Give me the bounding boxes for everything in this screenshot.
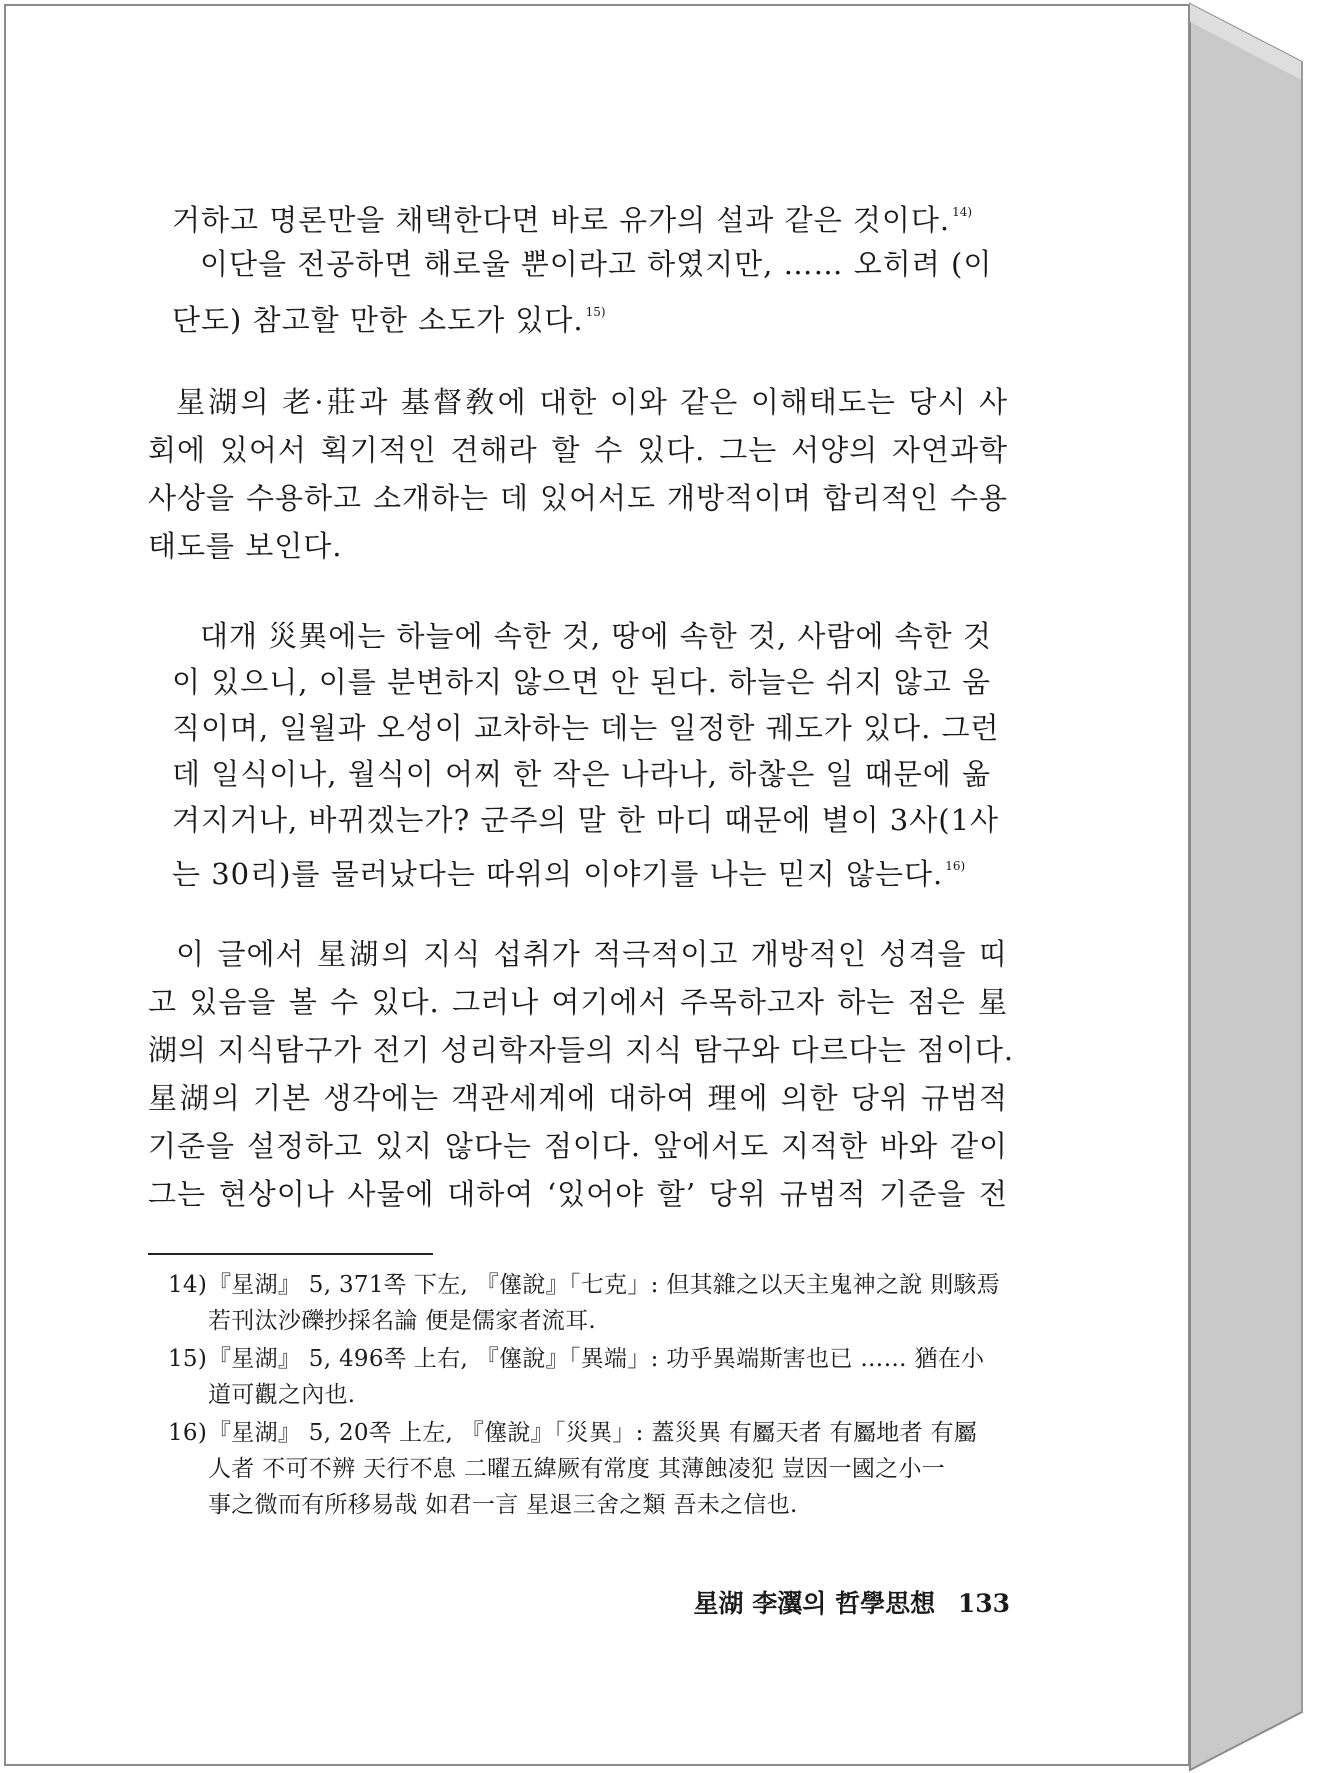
quote2-line-6-text: 는 30리)를 물러났다는 따위의 이야기를 나는 믿지 않는다. [172,857,944,891]
footnote-14-line-2: 若刊汰沙礫抄採名論 便是儒家者流耳. [208,1308,597,1334]
quote2-line-3: 직이며, 일월과 오성이 교차하는 데는 일정한 궤도가 있다. 그런 [172,711,1000,745]
quote1-line-1 [172,194,972,238]
footnote-16-line-2: 人者 不可不辨 天行不息 二曜五緯厥有常度 其薄蝕凌犯 豈因一國之小一 [208,1456,946,1482]
para1-line-1: 星湖의 老·莊과 基督敎에 대한 이와 같은 이해태도는 당시 사 [176,385,1008,419]
footnote-ref-16[interactable]: 16) [945,859,966,873]
footnote-divider [148,1253,433,1255]
quote1-line-1-text: 거하고 명론만을 채택한다면 바로 유가의 설과 같은 것이다. [172,203,951,237]
running-footer [694,1588,1010,1620]
quote2-line-1: 대개 災異에는 하늘에 속한 것, 땅에 속한 것, 사람에 속한 것 [200,619,992,653]
footnote-ref-14[interactable]: 14) [952,205,973,219]
para1-line-3: 사상을 수용하고 소개하는 데 있어서도 개방적이며 합리적인 수용 [148,481,1008,515]
footnote-14-text-1: 『星湖』 5, 371쪽 下左, 『僿說』「七克」: 但其雜之以天主鬼神之說 則駭焉 [208,1272,1001,1298]
para2-line-3: 湖의 지식탐구가 전기 성리학자들의 지식 탐구와 다르다는 점이다. [148,1033,1015,1067]
footnote-16-text-1: 『星湖』 5, 20쪽 上左, 『僿說』「災異」: 蓋災異 有屬天者 有屬地者 有屬 [208,1420,978,1446]
quote2-line-2: 이 있으니, 이를 분변하지 않으면 안 된다. 하늘은 쉬지 않고 움 [172,665,991,699]
quote1-line-3-text: 단도) 참고할 만한 소도가 있다. [172,303,584,337]
para1-line-4: 태도를 보인다. [148,529,343,563]
para2-line-2: 고 있음을 볼 수 있다. 그러나 여기에서 주목하고자 하는 점은 星 [148,985,1008,1019]
footnote-14-number: 14) [168,1272,208,1298]
running-title: 星湖 李瀷의 哲學思想 [693,1589,936,1618]
para2-line-1: 이 글에서 星湖의 지식 섭취가 적극적이고 개방적인 성격을 띠 [176,937,1008,971]
footnote-15-text-1: 『星湖』 5, 496쪽 上右, 『僿說』「異端」: 功乎異端斯害也已 …… 猶在小 [208,1346,985,1372]
footnote-15-number: 15) [168,1346,208,1372]
footnote-ref-15[interactable]: 15) [585,305,606,319]
footnote-15-line-2: 道可觀之內也. [208,1382,356,1408]
quote2-line-5: 겨지거나, 바뀌겠는가? 군주의 말 한 마디 때문에 별이 3사(1사 [172,803,1000,837]
para2-line-5: 기준을 설정하고 있지 않다는 점이다. 앞에서도 지적한 바와 같이 [148,1129,1008,1163]
para2-line-4: 星湖의 기본 생각에는 객관세계에 대하여 理에 의한 당위 규범적 [148,1081,1008,1115]
footnote-15-line-1 [168,1344,984,1374]
page-number: 133 [957,1589,1010,1618]
para2-line-6: 그는 현상이나 사물에 대하여 ‘있어야 할’ 당위 규범적 기준을 전 [148,1177,1008,1211]
quote1-line-3 [172,294,606,338]
quote1-line-2: 이단을 전공하면 해로울 뿐이라고 하였지만, …… 오히려 (이 [200,247,993,281]
footnote-16-line-1 [168,1418,977,1448]
footnote-16-number: 16) [168,1420,208,1446]
quote2-line-4: 데 일식이나, 월식이 어찌 한 작은 나라나, 하찮은 일 때문에 옮 [172,757,991,791]
footnote-16-line-3: 事之微而有所移易哉 如君一言 星退三舍之類 吾未之信也. [208,1492,798,1518]
para1-line-2: 회에 있어서 획기적인 견해라 할 수 있다. 그는 서양의 자연과학 [148,433,1008,467]
footnote-14-line-1 [168,1270,1000,1300]
quote2-line-6 [172,848,965,892]
